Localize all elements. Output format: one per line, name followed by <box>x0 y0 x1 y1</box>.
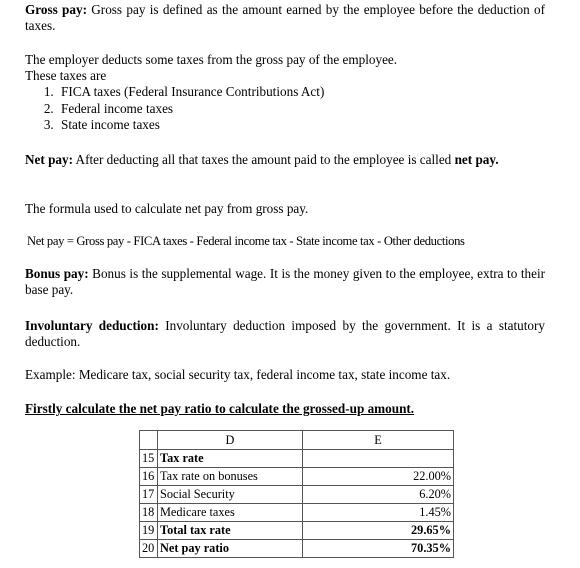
column-header-row <box>140 431 454 450</box>
row-value <box>303 450 454 468</box>
employer-line-1: The employer deducts some taxes from the gross pay of the employee. <box>25 52 398 67</box>
row-label: Social Security <box>158 486 303 504</box>
involuntary-deduction-paragraph <box>25 318 545 350</box>
row-label: Tax rate <box>158 450 303 468</box>
bonus-pay-term: Bonus pay: <box>25 266 89 281</box>
employer-line-2: These taxes are <box>25 68 107 83</box>
row-label: Medicare taxes <box>158 504 303 522</box>
gross-pay-text: Gross pay is defined as the amount earned by the employee before the deduction of taxes. <box>25 2 545 33</box>
net-pay-paragraph <box>25 152 545 168</box>
row-value: 22.00% <box>303 468 454 486</box>
spreadsheet-table <box>139 430 454 558</box>
row-value: 6.20% <box>303 486 454 504</box>
taxes-list <box>25 84 324 134</box>
row-number: 19 <box>140 522 158 540</box>
row-label: Net pay ratio <box>158 540 303 558</box>
table-row <box>140 540 454 558</box>
row-number: 17 <box>140 486 158 504</box>
list-item: 1. FICA taxes (Federal Insurance Contributions Act) <box>57 84 324 101</box>
row-number: 20 <box>140 540 158 558</box>
column-header-e: E <box>303 431 454 450</box>
row-label: Total tax rate <box>158 522 303 540</box>
firstly-heading: Firstly calculate the net pay ratio to calculate the grossed-up amount. <box>25 401 415 416</box>
table-row <box>140 468 454 486</box>
gross-pay-term: Gross pay: <box>25 2 87 17</box>
table-row <box>140 450 454 468</box>
net-pay-bold-end: net pay. <box>454 152 499 167</box>
column-header-d: D <box>158 431 303 450</box>
row-value: 29.65% <box>303 522 454 540</box>
gross-pay-paragraph <box>25 2 545 34</box>
table-row <box>140 486 454 504</box>
table-row <box>140 504 454 522</box>
net-pay-formula: Net pay = Gross pay - FICA taxes - Federal income tax - State income tax - Other deductions <box>27 234 465 248</box>
corner-cell <box>140 431 158 450</box>
row-value: 70.35% <box>303 540 454 558</box>
list-item: 3. State income taxes <box>57 117 324 134</box>
involuntary-deduction-term: Involuntary deduction: <box>25 318 159 333</box>
formula-intro: The formula used to calculate net pay from gross pay. <box>25 201 309 216</box>
net-pay-text: After deducting all that taxes the amount paid to the employee is called <box>72 152 455 167</box>
row-value: 1.45% <box>303 504 454 522</box>
bonus-pay-text: Bonus is the supplemental wage. It is the money given to the employee, extra to their base pay. <box>25 266 545 297</box>
row-number: 15 <box>140 450 158 468</box>
row-label: Tax rate on bonuses <box>158 468 303 486</box>
table-row <box>140 522 454 540</box>
list-item: 2. Federal income taxes <box>57 101 324 118</box>
involuntary-deduction-text: Involuntary deduction imposed by the government. It is a statutory deduction. <box>25 318 545 349</box>
employer-paragraph <box>25 52 545 84</box>
bonus-pay-paragraph <box>25 266 545 298</box>
row-number: 18 <box>140 504 158 522</box>
example-line: Example: Medicare tax, social security tax, federal income tax, state income tax. <box>25 367 451 382</box>
row-number: 16 <box>140 468 158 486</box>
net-pay-term: Net pay: <box>25 152 73 167</box>
